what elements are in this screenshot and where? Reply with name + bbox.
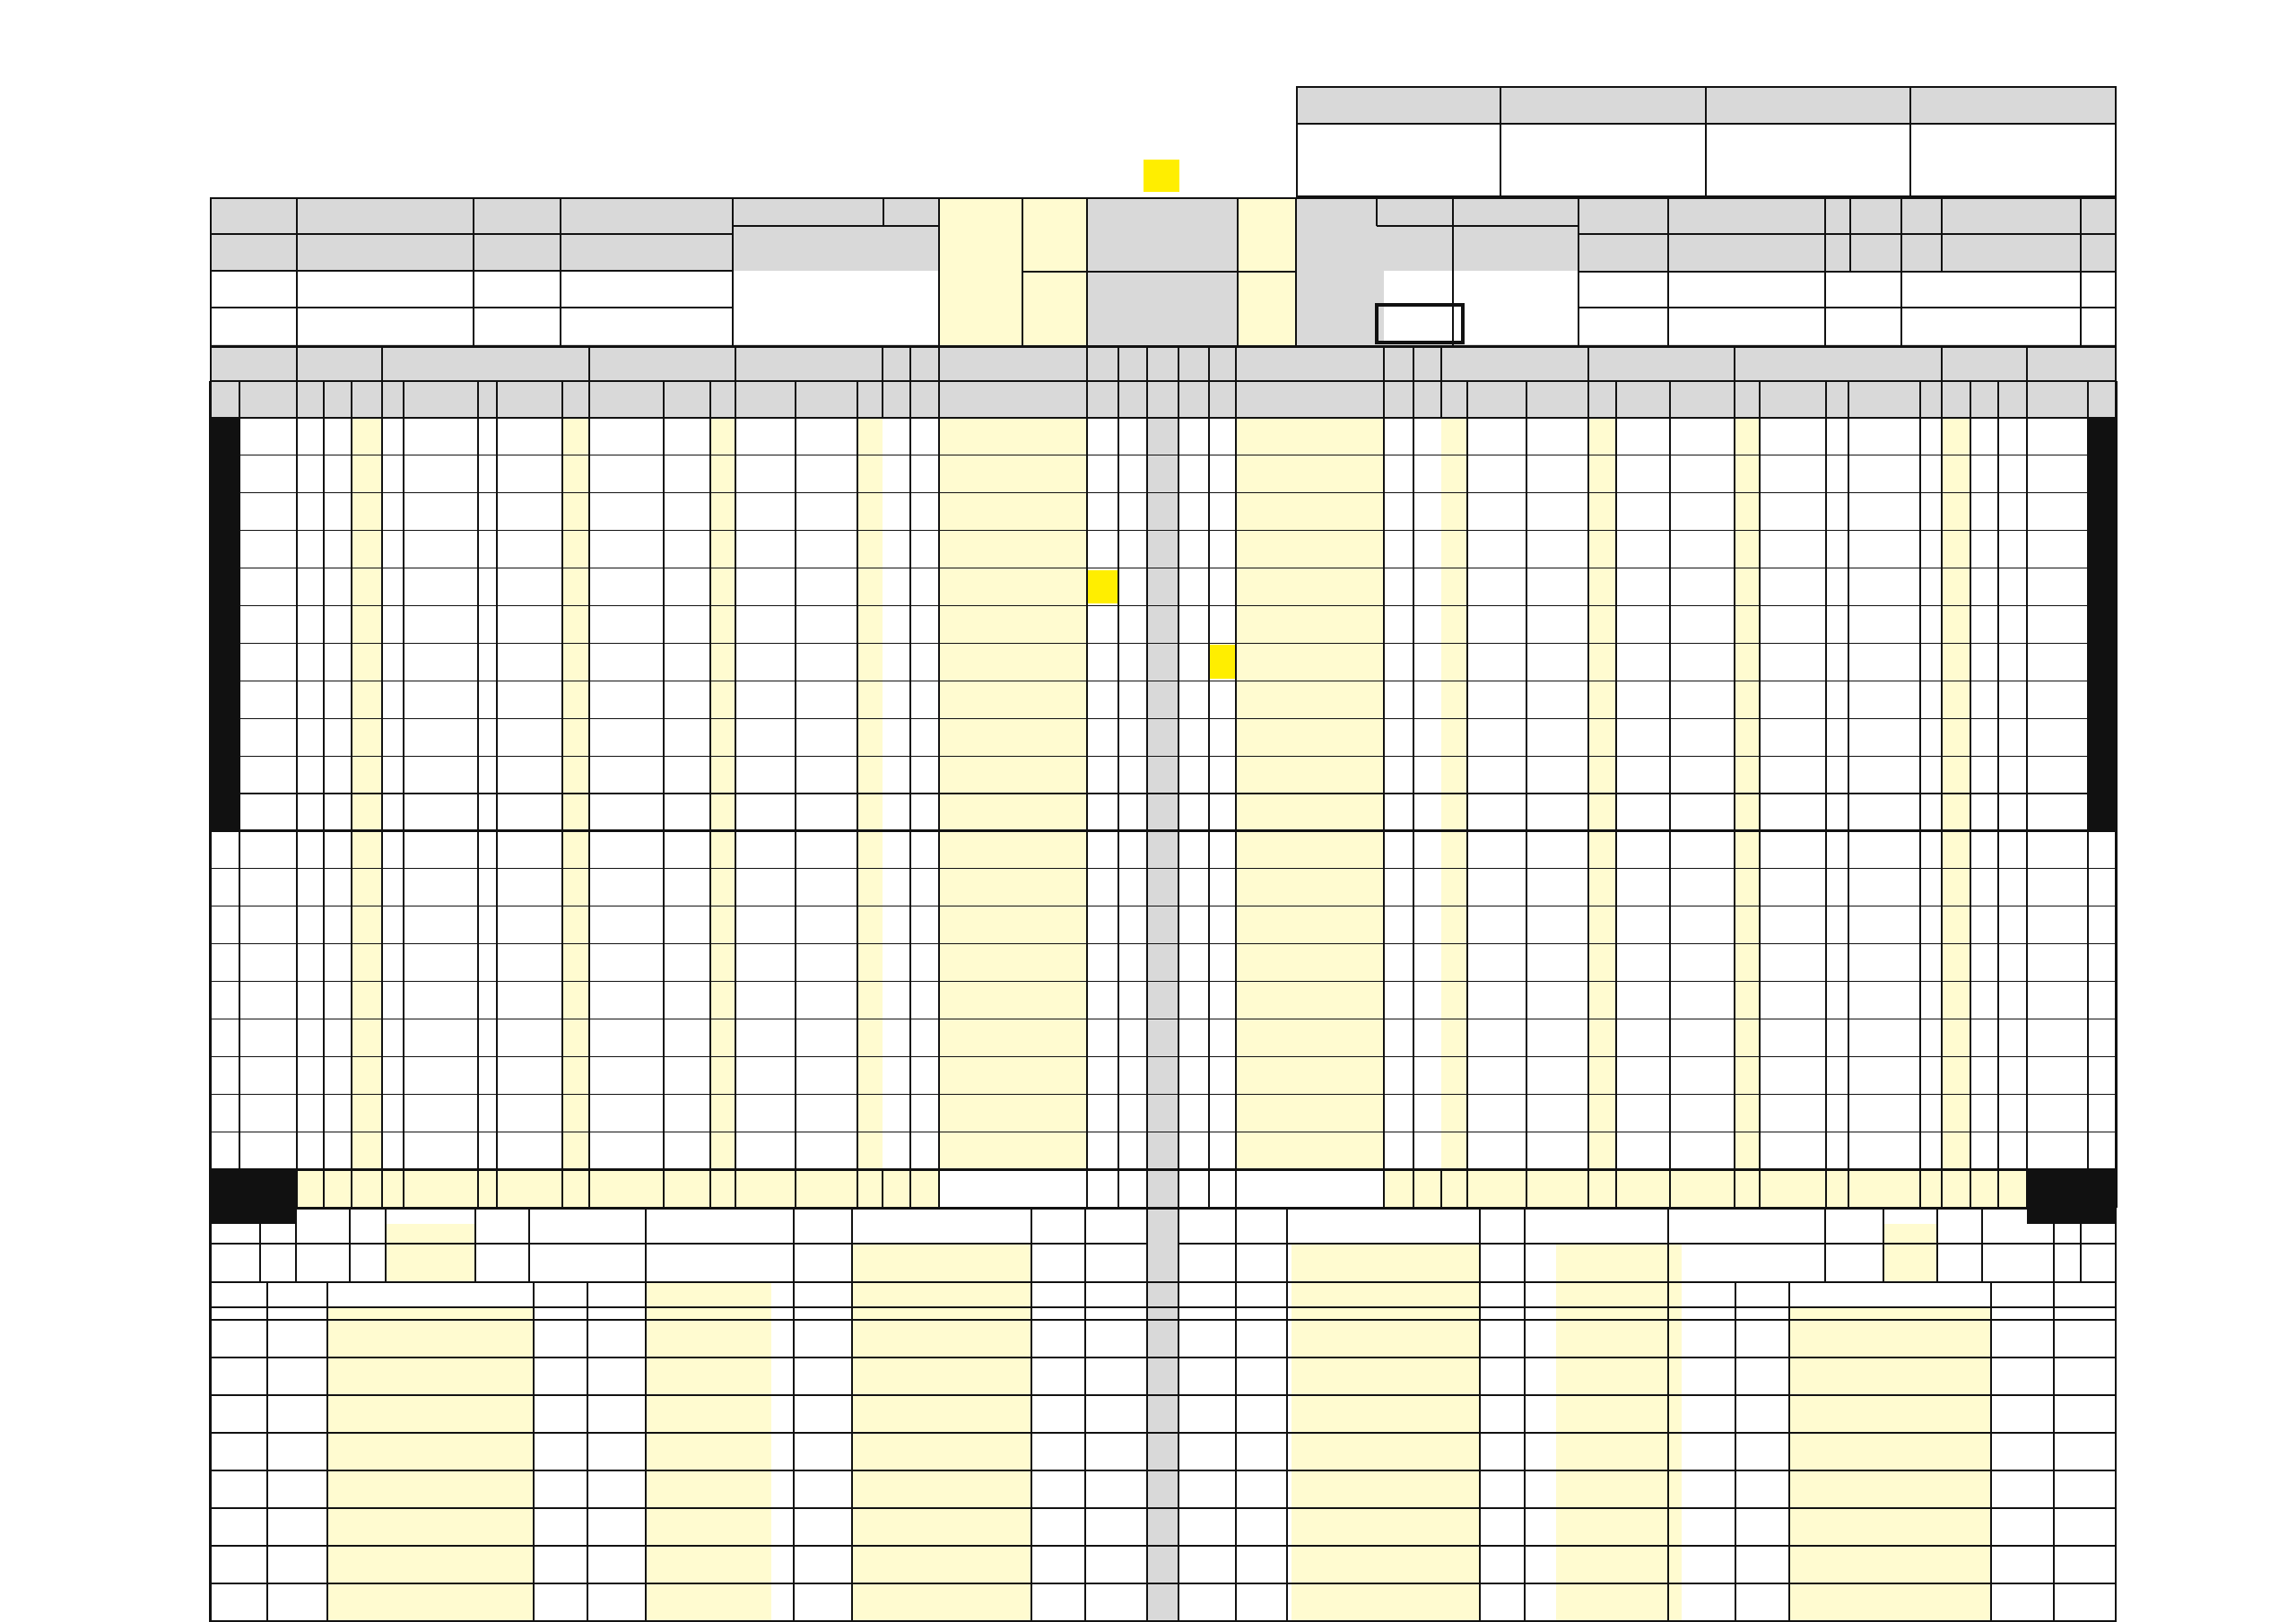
v-rule — [474, 1208, 476, 1282]
v-rule — [732, 197, 734, 346]
h-rule — [1377, 225, 1578, 227]
v-rule — [1413, 418, 1414, 1208]
v-rule — [385, 1208, 387, 1282]
h-rule — [210, 1507, 2117, 1508]
h-rule — [210, 829, 2117, 832]
v-rule — [663, 381, 664, 1208]
v-rule — [528, 1208, 530, 1282]
v-rule — [209, 1208, 211, 1282]
h-rule — [210, 1281, 2117, 1282]
v-rule — [1524, 1208, 1526, 1622]
v-rule — [209, 1282, 211, 1622]
v-rule — [1587, 381, 1588, 1208]
kickoff-away-box — [1375, 303, 1465, 344]
v-rule — [1667, 1282, 1669, 1622]
v-rule — [296, 197, 298, 346]
v-rule — [851, 1208, 853, 1622]
v-rule — [1479, 1208, 1481, 1622]
h-rule — [210, 1620, 2117, 1621]
h-rule — [210, 756, 2117, 757]
v-rule — [1705, 86, 1707, 197]
captain-legend — [1144, 160, 1179, 192]
v-rule — [2053, 1282, 2055, 1622]
v-rule — [909, 346, 911, 418]
v-rule — [323, 381, 324, 1208]
h-rule — [210, 1168, 2117, 1171]
v-rule — [1440, 1169, 1442, 1208]
v-rule — [326, 1282, 328, 1622]
v-rule — [209, 381, 210, 1208]
h-rule — [210, 345, 2117, 348]
v-rule — [588, 381, 589, 1208]
h-rule — [210, 1394, 2117, 1395]
v-rule — [1919, 381, 1920, 1208]
v-rule — [1118, 346, 1119, 1208]
h-rule — [210, 1207, 2117, 1210]
v-rule — [909, 418, 911, 1208]
h-rule — [210, 1545, 2117, 1546]
h-rule — [1578, 233, 2117, 235]
v-rule — [2026, 381, 2027, 1208]
v-rule — [1824, 272, 1826, 346]
v-rule — [795, 381, 796, 1208]
v-rule — [560, 197, 561, 346]
h-rule — [210, 270, 733, 272]
v-rule — [1235, 1208, 1237, 1622]
v-rule — [473, 197, 474, 346]
v-rule — [477, 381, 478, 1208]
v-rule — [259, 1208, 261, 1282]
v-rule — [2087, 381, 2088, 1208]
v-rule — [403, 381, 404, 1208]
h-rule — [210, 1306, 2117, 1308]
h-rule — [210, 1056, 2117, 1057]
v-rule — [295, 1208, 297, 1282]
h-rule — [210, 718, 2117, 719]
v-rule — [1788, 1282, 1790, 1622]
v-rule — [1031, 1208, 1032, 1622]
v-rule — [709, 381, 710, 1208]
v-rule — [533, 1282, 535, 1622]
v-rule — [1286, 1208, 1288, 1622]
v-rule — [793, 1208, 795, 1622]
h-rule — [733, 225, 939, 227]
v-rule — [1084, 1208, 1086, 1622]
h-rule — [1178, 1243, 2117, 1245]
v-rule — [1235, 346, 1237, 1208]
h-rule — [210, 492, 2117, 493]
v-rule — [1466, 381, 1467, 1208]
v-rule — [1413, 346, 1414, 418]
v-rule — [1440, 346, 1442, 418]
v-rule — [1146, 346, 1149, 1622]
v-rule — [1735, 1282, 1736, 1622]
v-rule — [1759, 381, 1760, 1208]
h-rule — [1578, 307, 2117, 308]
v-rule — [296, 381, 297, 1208]
h-rule — [210, 233, 733, 235]
v-rule — [1208, 346, 1210, 1208]
v-rule — [1981, 1208, 1983, 1282]
v-rule — [2116, 381, 2117, 1208]
h-rule — [210, 868, 2117, 869]
v-rule — [1941, 381, 1942, 1208]
v-rule — [1086, 346, 1088, 1208]
v-rule — [381, 381, 382, 1208]
h-rule — [210, 1432, 2117, 1433]
v-rule — [1990, 1282, 1992, 1622]
v-rule — [1909, 86, 1911, 197]
h-rule — [210, 1094, 2117, 1095]
h-rule — [210, 530, 2117, 531]
v-rule — [883, 197, 884, 226]
v-rule — [1883, 1208, 1884, 1282]
v-rule — [561, 381, 562, 1208]
v-rule — [266, 1282, 268, 1622]
v-rule — [1615, 381, 1616, 1208]
h-rule — [1578, 271, 2117, 273]
h-rule — [1022, 271, 1296, 273]
v-rule — [1936, 1208, 1938, 1282]
v-rule — [1383, 346, 1386, 1208]
v-rule — [1824, 1208, 1826, 1282]
v-rule — [882, 346, 883, 418]
v-rule — [1178, 346, 1180, 1622]
h-rule — [210, 981, 2117, 982]
h-rule — [210, 943, 2117, 944]
h-rule — [210, 1319, 2117, 1320]
v-rule — [1500, 86, 1501, 197]
v-rule — [2053, 1208, 2055, 1282]
h-rule — [210, 605, 2117, 606]
v-rule — [938, 197, 941, 346]
v-rule — [349, 1208, 351, 1282]
v-rule — [496, 381, 497, 1208]
v-rule — [1997, 381, 1998, 1208]
h-rule — [210, 307, 733, 308]
v-rule — [1825, 381, 1826, 1208]
v-rule — [2080, 1208, 2082, 1282]
v-rule — [1376, 197, 1378, 226]
v-rule — [645, 1282, 647, 1622]
v-rule — [1734, 381, 1735, 1208]
v-rule — [351, 381, 352, 1208]
h-rule — [210, 793, 2117, 794]
v-rule — [938, 346, 941, 1208]
v-rule — [587, 1282, 588, 1622]
v-rule — [882, 1169, 883, 1208]
h-rule — [210, 643, 2117, 644]
v-rule — [1669, 381, 1670, 1208]
